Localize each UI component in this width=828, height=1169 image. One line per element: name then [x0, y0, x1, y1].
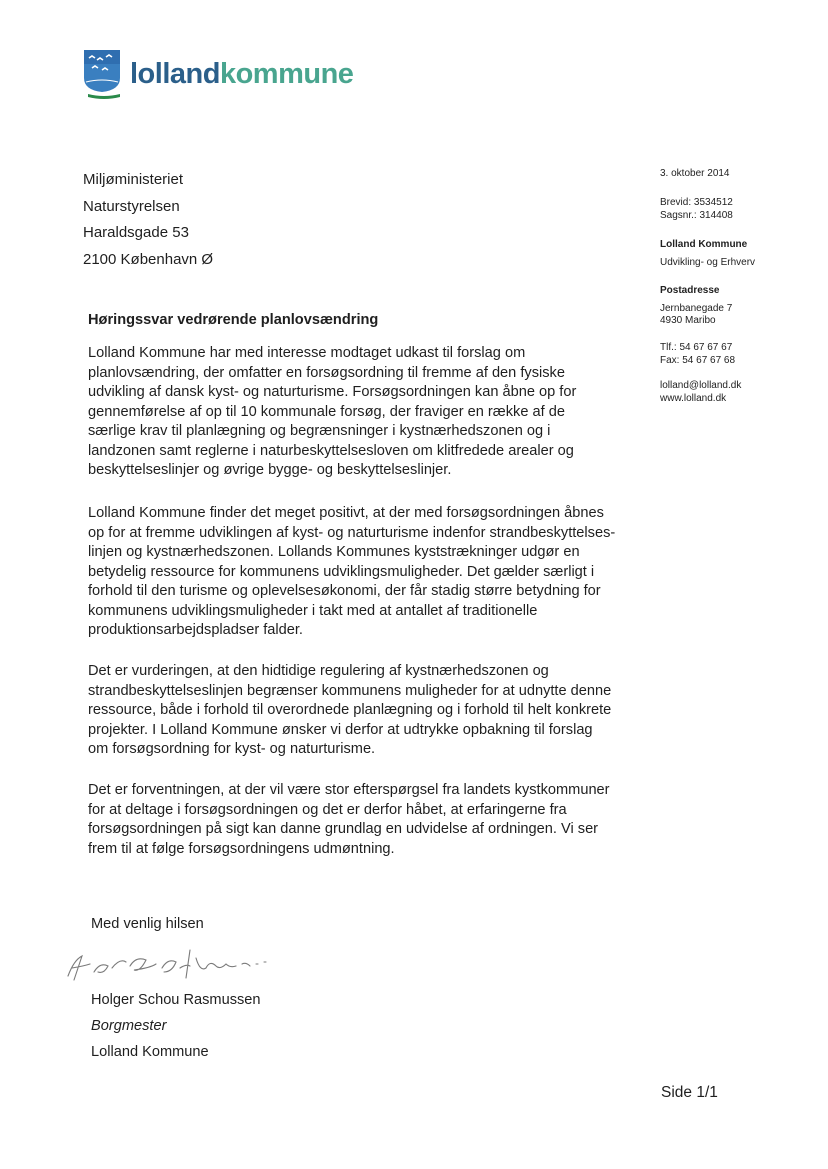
logo-wordmark: lollandkommune — [130, 58, 354, 90]
body-paragraph-3: Det er vurderingen, at den hidtidige regulering af kystnærhedszonen og strandbeskyttelseslinjen begrænser kommunens muligheder for at udnytte denne ressource, både i forhold til overordnede planlægning og i forhold til helt konkrete projekter. I Lolland Kommune ønsker vi derfor at udtrykke opbakning til forslag om forsøgsordning for kyst- og naturturisme. — [88, 663, 612, 757]
postal-city: 4930 Maribo — [660, 315, 716, 326]
letter-date: 3. oktober 2014 — [660, 168, 730, 179]
recipient-line: 2100 København Ø — [83, 250, 214, 268]
recipient-address — [83, 167, 213, 273]
page-number: Side 1/1 — [661, 1084, 718, 1101]
logo-shield-icon — [82, 48, 122, 100]
sender-department: Udvikling- og Erhverv — [660, 256, 756, 268]
website-link[interactable]: www.lolland.dk — [660, 392, 727, 404]
reference-numbers — [660, 197, 733, 222]
body-paragraph-1: Lolland Kommune har med interesse modtaget udkast til forslag om planlovsændring, der omfatter en forsøgsordning til fremme af den fysiske udvikling af dansk kyst- og naturturisme. Forsøgsordningen kan åbne op for gennemførelse af op til 10 kommunale forsøg, der fraviger en række af de særlige krav til planlægning og begrænsninger i kystnærhedszonen og i landzonen samt reglerne i naturbeskyttelsesloven om klitfredede arealer og beskyttelseslinjer og øvrige bygge- og beskyttelseslinjer. — [88, 345, 577, 478]
email-link[interactable]: lolland@lolland.dk — [660, 380, 742, 391]
body-paragraph-2: Lolland Kommune finder det meget positivt, at der med forsøgsordningen åbnes op for at fremme udviklingen af kyst- og naturturisme indenfor strandbeskyttelses- linjen og kystnærhedszonen. Lollands Kommunes kyststrækninger udgør en betydelig ressource for kommunens udviklingsmuligheder. Det gælder særligt i forhold til den turisme og oplevelsesøkonomi, der får stadig større betydning for kommunens udviklingsmuligheder i takt med at antallet af traditionelle produktionsarbejdspladser falder. — [88, 505, 616, 638]
sagsnr: Sagsnr.: 314408 — [660, 209, 733, 221]
contact-online — [660, 380, 741, 405]
sender-org-name: Lolland Kommune — [660, 239, 748, 250]
postal-heading: Postadresse — [660, 285, 720, 296]
lolland-kommune-logo — [82, 48, 382, 104]
signer-title: Borgmester — [91, 1018, 167, 1034]
recipient-line: Naturstyrelsen — [83, 197, 180, 215]
postal-address — [660, 285, 732, 328]
phone: Tlf.: 54 67 67 67 — [660, 342, 733, 353]
contact-phone-fax — [660, 342, 735, 367]
handwritten-signature — [60, 938, 280, 988]
brevid: Brevid: 3534512 — [660, 197, 733, 208]
postal-street: Jernbanegade 7 — [660, 302, 733, 314]
signer-block — [91, 987, 261, 1065]
recipient-line: Haraldsgade 53 — [83, 224, 189, 241]
sender-organization — [660, 239, 755, 269]
letter-subject: Høringssvar vedrørende planlovsændring — [88, 312, 379, 328]
closing-greeting: Med venlig hilsen — [91, 916, 204, 932]
signer-name: Holger Schou Rasmussen — [91, 992, 261, 1008]
recipient-line: Miljøministeriet — [83, 171, 184, 188]
signer-organization: Lolland Kommune — [91, 1044, 209, 1060]
fax: Fax: 54 67 67 68 — [660, 354, 736, 366]
body-paragraph-4: Det er forventningen, at der vil være stor efterspørgsel fra landets kystkommuner for at deltage i forsøgsordningen og det er derfor håbet, at erfaringerne fra forsøgsordningen på sigt kan danne grundlag en udvidelse af ordningen. Vi ser frem til at følge forsøgsordningens udmøntning. — [88, 782, 610, 857]
